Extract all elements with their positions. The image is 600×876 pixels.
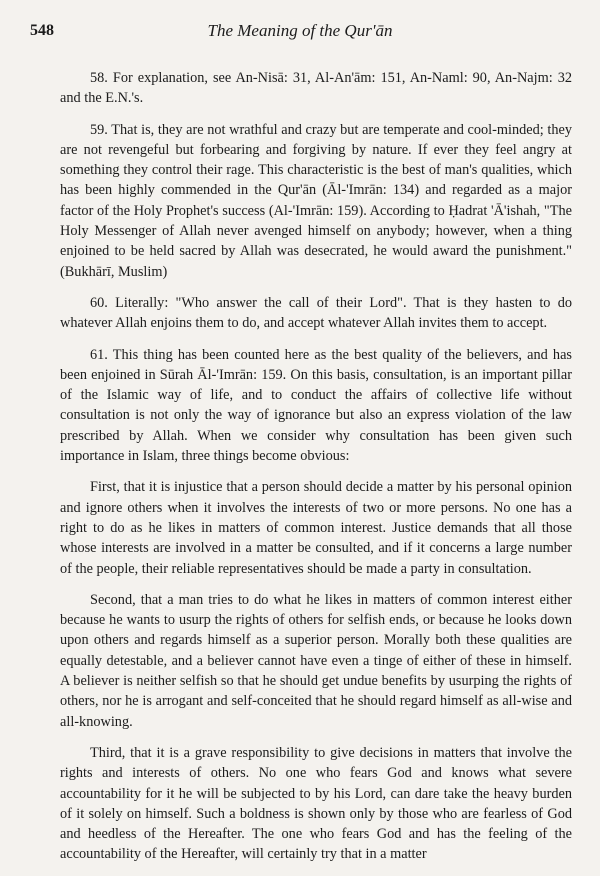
page-number: 548	[30, 22, 54, 39]
note-58: 58. For explanation, see An-Nisā: 31, Al-An'ām: 151, An-Naml: 90, An-Najm: 32 and the E.N.'s.	[60, 70, 572, 107]
note-59: 59. That is, they are not wrathful and crazy but are temperate and cool-minded; they are not revengeful but forbearing and forgiving by nature. If ever they feel angry at something they control their rage. This characteristic is the best of man's qualities, which has been highly commended in the Qur'ān (Āl-'Imrān: 134) and regarded as a major factor of the Holy Prophet's success (Al-'Imrān: 159). According to Ḥadrat 'Ā'ishah, "The Holy Messenger of Allah never avenged himself on anybody; however, when a thing enjoined to be held sacred by Allah was desecrated, he would award the punishment." (Bukhārī, Muslim)	[60, 121, 572, 280]
note-60: 60. Literally: "Who answer the call of their Lord". That is they hasten to do whatever Allah enjoins them to do, and accept whatever Allah invites them to accept.	[60, 294, 572, 332]
page-body	[60, 68, 572, 876]
running-title: The Meaning of the Qur'ān	[207, 21, 393, 40]
point-second: Second, that a man tries to do what he likes in matters of common interest either because he wants to usurp the rights of others for selfish ends, or because he looks down upon others and regards himself as a superior person. Morally both these qualities are equally detestable, and a believer cannot have even a tinge of either of these in himself. A believer is neither selfish so that he should get undue benefits by usurping the rights of others, nor he is arrogant and self-conceited that he should regard himself as all-wise and all-knowing.	[60, 591, 572, 730]
note-61: 61. This thing has been counted here as the best quality of the believers, and has been enjoined in Sūrah Āl-'Imrān: 159. On this basis, consultation, is an important pillar of the Islamic way of life, and to conduct the affairs of collective life without consultation is not only the way of ignorance but also an express violation of the law prescribed by Allah. When we consider why consultation has been given such importance in Islam, three things become obvious:	[60, 346, 572, 465]
point-third: Third, that it is a grave responsibility to give decisions in matters that involve the rights and interests of others. No one who fears God and knows what severe accountability for it he will be subjected to by his Lord, can dare take the heavy burden of it solely on himself. Such a boldness is shown only by those who are fearless of God and heedless of the Hereafter. The one who fears God and has the feeling of the accountability of the Hereafter, will certainly try that in a matter	[60, 744, 572, 863]
point-first: First, that it is injustice that a person should decide a matter by his personal opinion and ignore others when it involves the interests of two or more persons. No one has a right to do as he likes in matters of common interest. Justice demands that all those whose interests are involved in a matter be consulted, and if it concerns a large number of the people, their reliable representatives should be made a party in consultation.	[60, 479, 572, 577]
